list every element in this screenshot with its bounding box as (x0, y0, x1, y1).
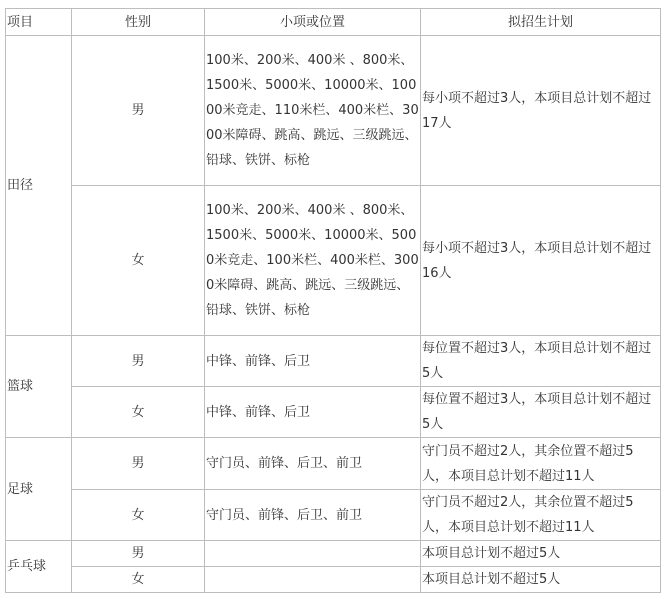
events-cell: 守门员、前锋、后卫、前卫 (205, 490, 421, 541)
enrollment-plan-table (5, 8, 661, 593)
sport-cell: 足球 (6, 438, 72, 541)
events-cell: 100米、200米、400米 、800米、1500米、5000米、10000米、5000米竞走、100米栏、400米栏、3000米障碍、跳高、跳远、三级跳远、铅球、铁饼、标枪 (205, 186, 421, 336)
header-project: 项目 (6, 9, 72, 36)
header-gender: 性别 (72, 9, 205, 36)
table-row (6, 36, 661, 186)
events-cell (205, 541, 421, 567)
gender-cell: 男 (72, 336, 205, 387)
gender-cell: 女 (72, 567, 205, 593)
events-cell: 中锋、前锋、后卫 (205, 387, 421, 438)
gender-cell: 男 (72, 36, 205, 186)
table-row (6, 336, 661, 387)
table-row (6, 541, 661, 567)
gender-cell: 女 (72, 387, 205, 438)
events-cell (205, 567, 421, 593)
header-plan: 拟招生计划 (421, 9, 661, 36)
events-cell: 100米、200米、400米 、800米、1500米、5000米、10000米、10000米竞走、110米栏、400米栏、3000米障碍、跳高、跳远、三级跳远、铅球、铁饼、标枪 (205, 36, 421, 186)
events-cell: 中锋、前锋、后卫 (205, 336, 421, 387)
sport-cell: 篮球 (6, 336, 72, 438)
gender-cell: 男 (72, 541, 205, 567)
plan-cell: 守门员不超过2人，其余位置不超过5人，本项目总计划不超过11人 (421, 438, 661, 490)
plan-cell: 每小项不超过3人，本项目总计划不超过16人 (421, 186, 661, 336)
plan-cell: 每小项不超过3人，本项目总计划不超过17人 (421, 36, 661, 186)
sport-cell: 乒乓球 (6, 541, 72, 593)
plan-cell: 每位置不超过3人，本项目总计划不超过5人 (421, 336, 661, 387)
plan-cell: 本项目总计划不超过5人 (421, 541, 661, 567)
events-cell: 守门员、前锋、后卫、前卫 (205, 438, 421, 490)
table-row (6, 490, 661, 541)
plan-cell: 守门员不超过2人，其余位置不超过5人，本项目总计划不超过11人 (421, 490, 661, 541)
sport-cell: 田径 (6, 36, 72, 336)
plan-cell: 本项目总计划不超过5人 (421, 567, 661, 593)
gender-cell: 女 (72, 186, 205, 336)
gender-cell: 男 (72, 438, 205, 490)
header-events: 小项或位置 (205, 9, 421, 36)
table-row (6, 438, 661, 490)
table-row (6, 567, 661, 593)
gender-cell: 女 (72, 490, 205, 541)
header-row (6, 9, 661, 36)
table-row (6, 186, 661, 336)
table-row (6, 387, 661, 438)
plan-cell: 每位置不超过3人，本项目总计划不超过5人 (421, 387, 661, 438)
